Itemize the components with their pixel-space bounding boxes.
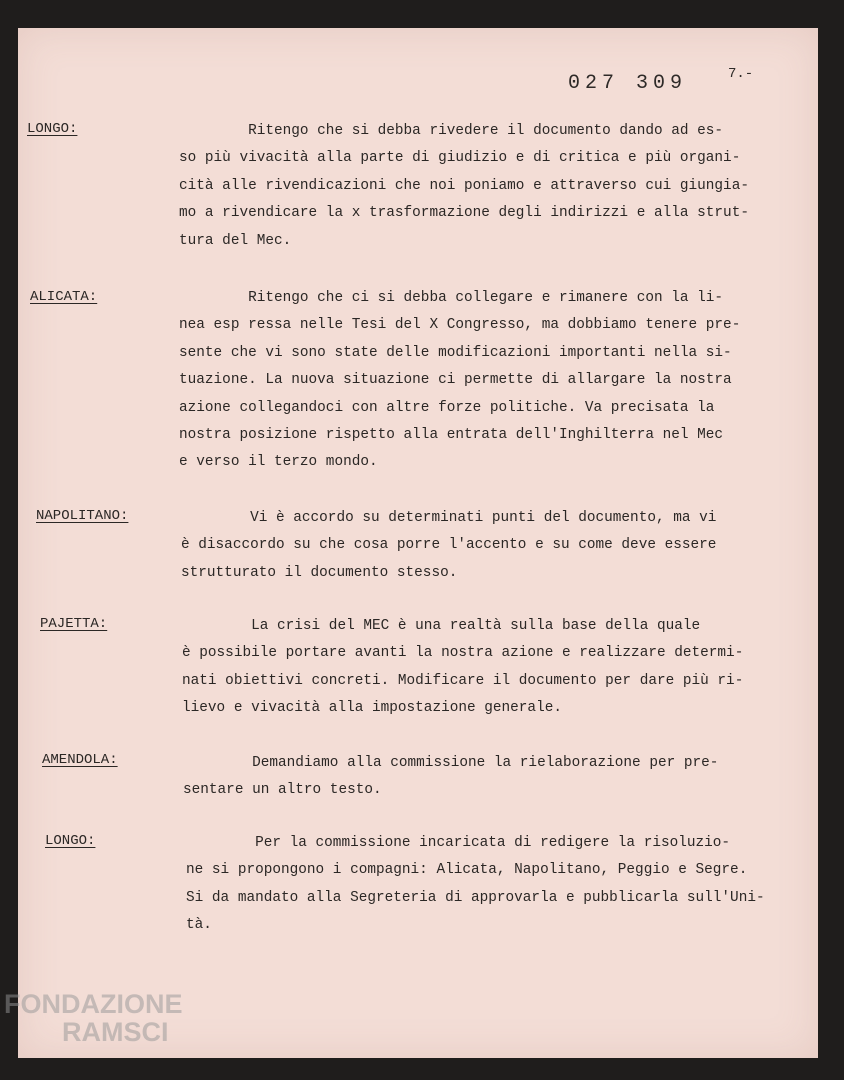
speaker-label: PAJETTA: [40,616,108,632]
speaker-label: LONGO: [45,833,96,849]
speaker-label: NAPOLITANO: [36,508,129,524]
watermark-line-2: RAMSCI [62,1017,169,1047]
speech-paragraph: Demandiamo alla commissione la rielaborazione per pre- sentare un altro testo. [183,755,719,799]
speech-paragraph: Vi è accordo su determinati punti del documento, ma vi è disaccordo su che cosa porre l'accento e su come deve essere strutturato il documento stesso. [181,510,717,581]
speaker-label: ALICATA: [30,289,98,305]
speech-paragraph: Ritengo che si debba rivedere il documento dando ad es- so più vivacità alla parte di giudizio e di critica e più organi- cità alle rivendicazioni che noi poniamo e attraverso cui giungia- mo a rivendicare la x trasformazione degli indirizzi e alla strut- tura del Mec. [179,123,749,249]
watermark-line-1: FONDAZIONE [4,989,183,1019]
archive-watermark [4,990,183,1046]
speech-paragraph: La crisi del MEC è una realtà sulla base della quale è possibile portare avanti la nostra azione e realizzare determi- nati obiettivi concreti. Modificare il documento per dare più ri- lievo e vivacità alla impostazione generale. [182,618,744,717]
speech-paragraph: Ritengo che ci si debba collegare e rimanere con la li- nea esp ressa nelle Tesi del X Congresso, ma dobbiamo tenere pre- sente che vi sono state delle modificazioni importanti nella si- tuazione. La nuova situazione ci permette di allargare la nostra azione collegandoci con altre forze politiche. Va precisata la nostra posizione rispetto alla entrata dell'Inghilterra nel Mec e verso il terzo mondo. [179,290,741,471]
speech-paragraph: Per la commissione incaricata di redigere la risoluzio- ne si propongono i compagni: Alicata, Napolitano, Peggio e Segre. Si da mandato alla Segreteria di approvarla e pubblicarla sull'Uni- tà. [186,835,765,934]
speaker-label: AMENDOLA: [42,752,118,768]
page-number: 027 309 [568,72,688,95]
page-suffix: 7.- [728,66,754,82]
speaker-label: LONGO: [27,121,78,137]
